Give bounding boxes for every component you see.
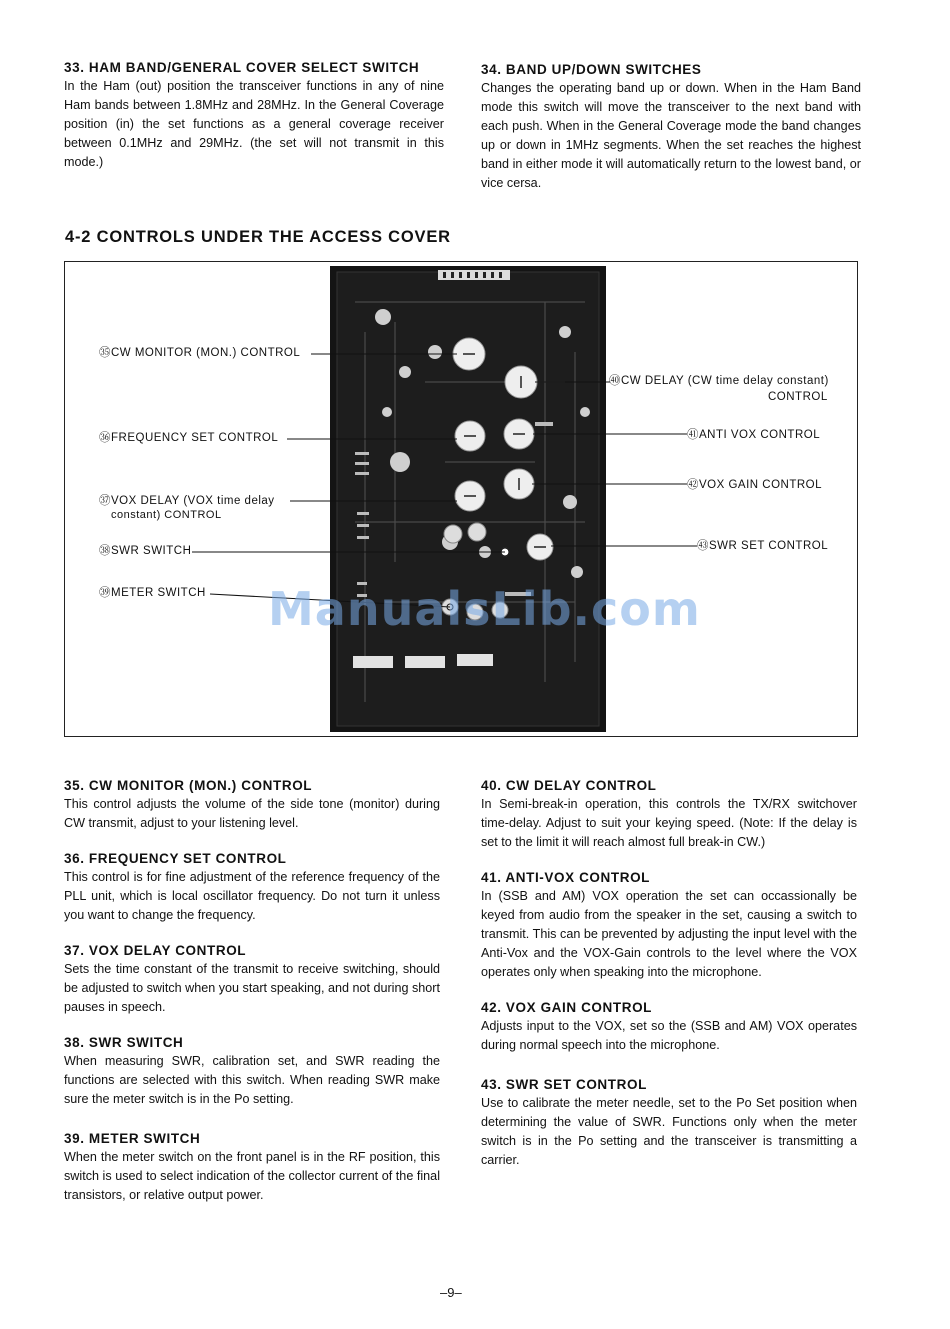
section-40-title: 40. CW DELAY CONTROL — [481, 778, 657, 793]
section-38-text: When measuring SWR, calibration set, and SWR reading the functions are selected with this switch. When reading SWR make sure the meter switch is in the Po setting. — [64, 1054, 440, 1106]
section-34-title: 34. BAND UP/DOWN SWITCHES — [481, 62, 702, 77]
section-39-text: When the meter switch on the front panel is in the RF position, this switch is used to select indication of the collector current of the final transistors, or relative output power. — [64, 1150, 440, 1202]
section-34-text: Changes the operating band up or down. When in the Ham Band mode this switch will move the transceiver to the next band with each push. When in the General Coverage mode the band changes up or down in 1MHz segments. When the set reaches the highest band in either mode it will automatically return to the lowest band, or vice cersa. — [481, 81, 861, 190]
section-38-title: 38. SWR SWITCH — [64, 1035, 184, 1050]
label-cw-monitor: ㉟CW MONITOR (MON.) CONTROL — [99, 347, 301, 359]
section-42-title: 42. VOX GAIN CONTROL — [481, 1000, 653, 1015]
controls-figure — [64, 261, 858, 737]
section-37-title: 37. VOX DELAY CONTROL — [64, 943, 247, 958]
section-35-text: This control adjusts the volume of the side tone (monitor) during CW transmit, adjust to your listening level. — [64, 797, 440, 830]
section-36-title: 36. FREQUENCY SET CONTROL — [64, 851, 287, 866]
section-36 — [64, 851, 440, 925]
section-heading: 4-2 CONTROLS UNDER THE ACCESS COVER — [65, 228, 451, 246]
section-34 — [481, 62, 861, 193]
label-anti-vox: ㊶ANTI VOX CONTROL — [687, 429, 821, 441]
top-left-column — [64, 60, 444, 190]
section-43-text: Use to calibrate the meter needle, set to the Po Set position when determining the value of SWR. Functions only when the meter switch is in the Po setting and the transceiver is transmitting a carrier. — [481, 1096, 857, 1167]
top-right-column — [481, 62, 861, 211]
label-vox-delay-1: ㊲VOX DELAY (VOX time delay — [99, 495, 275, 507]
label-swr-switch: ㊳SWR SWITCH — [99, 545, 192, 557]
lower-right-column — [481, 778, 857, 1188]
section-43 — [481, 1077, 857, 1170]
section-39-title: 39. METER SWITCH — [64, 1131, 201, 1146]
section-33-text: In the Ham (out) position the transceiver functions in any of nine Ham bands between 1.8MHz and 28MHz. In the General Coverage position (in) the set functions as a general coverage receiver between 0.1MHz and 29MHz. (the set will not transmit in this mode.) — [64, 79, 444, 169]
section-40 — [481, 778, 857, 852]
section-40-text: In Semi-break-in operation, this controls the TX/RX switchover time-delay. Adjust to suit your keying speed. (Note: If the delay is set to the limit it will reach almost full break-in CW.) — [481, 797, 857, 849]
lower-left-column — [64, 778, 440, 1223]
section-41 — [481, 870, 857, 982]
label-swr-set: ㊸SWR SET CONTROL — [697, 540, 829, 552]
section-37 — [64, 943, 440, 1017]
section-38 — [64, 1035, 440, 1109]
section-42-text: Adjusts input to the VOX, set so the (SSB and AM) VOX operates during normal speech into the microphone. — [481, 1019, 857, 1052]
section-35-title: 35. CW MONITOR (MON.) CONTROL — [64, 778, 313, 793]
label-cw-delay-1: ㊵CW DELAY (CW time delay constant) — [609, 375, 829, 387]
section-39 — [64, 1131, 440, 1205]
section-43-title: 43. SWR SET CONTROL — [481, 1077, 647, 1092]
section-33-title: 33. HAM BAND/GENERAL COVER SELECT SWITCH — [64, 60, 420, 75]
section-41-text: In (SSB and AM) VOX operation the set can occassionally be keyed from audio from the speaker in the set, causing a switch to transmit. This can be prevented by adjusting the input level with the Anti-Vox and the VOX-Gain controls to the level where the VOX operates only when speaking into the microphone. — [481, 889, 857, 979]
section-41-title: 41. ANTI-VOX CONTROL — [481, 870, 651, 885]
label-vox-delay-2: constant) CONTROL — [111, 509, 222, 521]
label-cw-delay-2: CONTROL — [768, 391, 828, 403]
page-number: –9– — [440, 1285, 462, 1300]
section-36-text: This control is for fine adjustment of the reference frequency of the PLL unit, which is local oscillator frequency. Do not turn it unless you want to change the frequency. — [64, 870, 440, 922]
label-vox-gain: ㊷VOX GAIN CONTROL — [687, 479, 823, 491]
section-37-text: Sets the time constant of the transmit to receive switching, should be adjusted to switch when you start speaking, and not during short pauses in speech. — [64, 962, 440, 1014]
section-35 — [64, 778, 440, 833]
label-meter-switch: ㊴METER SWITCH — [99, 587, 206, 599]
manualslib-watermark: ManualsLib.com — [268, 582, 701, 636]
label-frequency-set: ㊱FREQUENCY SET CONTROL — [99, 432, 279, 444]
section-42 — [481, 1000, 857, 1055]
section-33 — [64, 60, 444, 172]
